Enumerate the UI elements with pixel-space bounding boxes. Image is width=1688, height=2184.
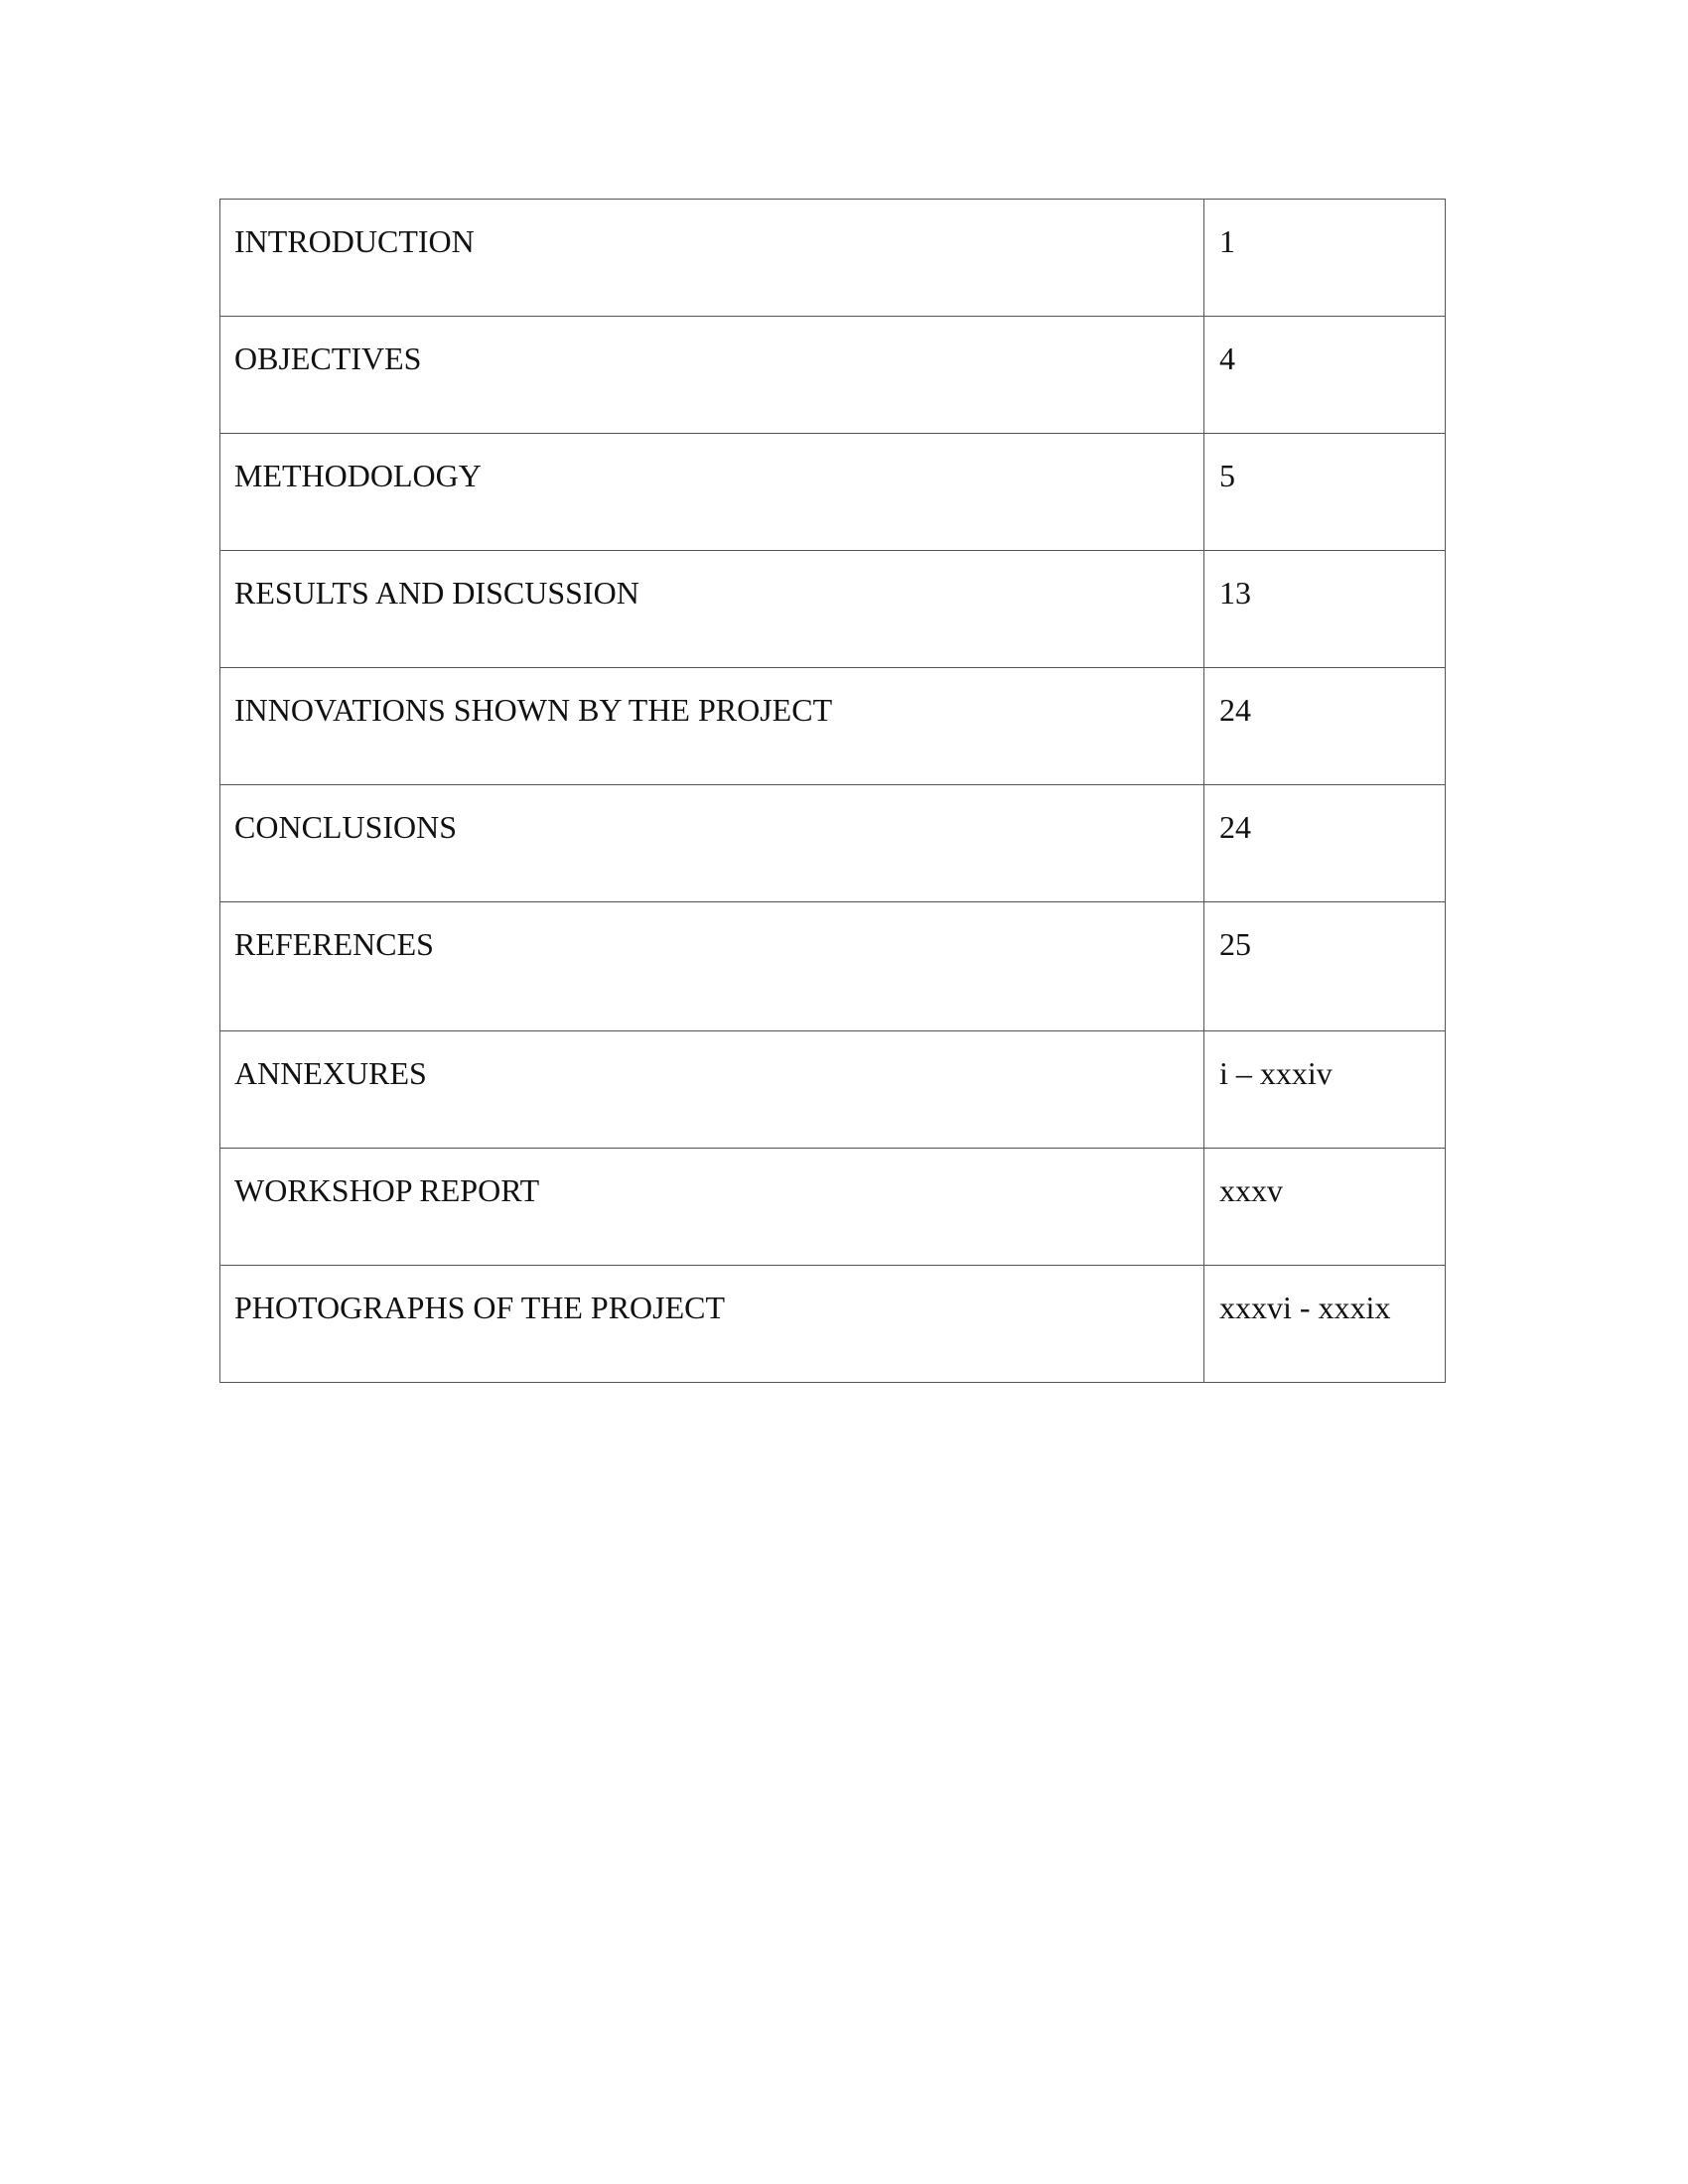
toc-entry-title: ANNEXURES	[220, 1031, 1204, 1149]
toc-entry-page: 24	[1204, 785, 1446, 902]
toc-entry-page: 1	[1204, 200, 1446, 317]
table-of-contents	[219, 199, 1446, 1383]
toc-row-innovations	[220, 668, 1446, 785]
toc-entry-page: 4	[1204, 317, 1446, 434]
toc-row-references	[220, 902, 1446, 1031]
toc-entry-title: REFERENCES	[220, 902, 1204, 1031]
toc-entry-title: METHODOLOGY	[220, 434, 1204, 551]
toc-entry-title: RESULTS AND DISCUSSION	[220, 551, 1204, 668]
toc-entry-page: xxxvi - xxxix	[1204, 1266, 1446, 1383]
toc-entry-title: WORKSHOP REPORT	[220, 1149, 1204, 1266]
toc-entry-title: CONCLUSIONS	[220, 785, 1204, 902]
toc-entry-title: PHOTOGRAPHS OF THE PROJECT	[220, 1266, 1204, 1383]
toc-row-objectives	[220, 317, 1446, 434]
toc-row-workshop-report	[220, 1149, 1446, 1266]
toc-entry-page: 24	[1204, 668, 1446, 785]
toc-row-conclusions	[220, 785, 1446, 902]
toc-entry-title: INNOVATIONS SHOWN BY THE PROJECT	[220, 668, 1204, 785]
toc-entry-page: 13	[1204, 551, 1446, 668]
toc-entry-page: i – xxxiv	[1204, 1031, 1446, 1149]
toc-entry-title: OBJECTIVES	[220, 317, 1204, 434]
toc-entry-page: 5	[1204, 434, 1446, 551]
toc-entry-title: INTRODUCTION	[220, 200, 1204, 317]
toc-row-methodology	[220, 434, 1446, 551]
toc-row-photographs	[220, 1266, 1446, 1383]
toc-row-results-and-discussion	[220, 551, 1446, 668]
toc-row-annexures	[220, 1031, 1446, 1149]
toc-entry-page: 25	[1204, 902, 1446, 1031]
toc-entry-page: xxxv	[1204, 1149, 1446, 1266]
toc-row-introduction	[220, 200, 1446, 317]
